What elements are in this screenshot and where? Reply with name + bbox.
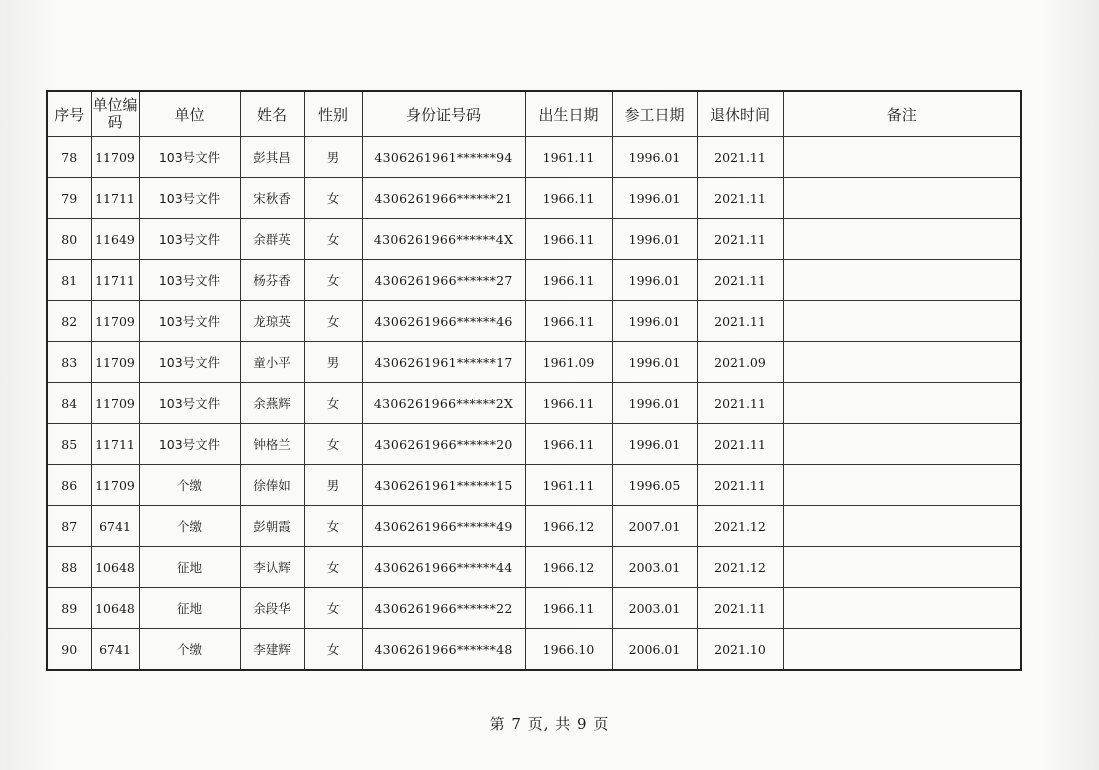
- cell-id-number: 4306261966******27: [362, 260, 525, 301]
- cell-unit: 103号文件: [139, 178, 240, 219]
- cell-birth-date: 1966.11: [525, 424, 612, 465]
- cell-name: 余燕辉: [240, 383, 304, 424]
- cell-remark: [783, 465, 1021, 506]
- cell-birth-date: 1966.12: [525, 547, 612, 588]
- cell-gender: 女: [304, 219, 362, 260]
- cell-unit-code: 11711: [91, 178, 139, 219]
- header-row: [47, 91, 1021, 137]
- cell-name: 徐俸如: [240, 465, 304, 506]
- cell-retire-date: 2021.12: [697, 547, 783, 588]
- header-id-number: 身份证号码: [362, 91, 525, 137]
- cell-unit-code: 10648: [91, 588, 139, 629]
- table-row: [47, 301, 1021, 342]
- cell-unit-code: 11709: [91, 465, 139, 506]
- cell-name: 李认辉: [240, 547, 304, 588]
- cell-remark: [783, 260, 1021, 301]
- cell-name: 李建辉: [240, 629, 304, 671]
- cell-id-number: 4306261966******48: [362, 629, 525, 671]
- cell-name: 余段华: [240, 588, 304, 629]
- cell-unit: 103号文件: [139, 383, 240, 424]
- cell-remark: [783, 506, 1021, 547]
- cell-gender: 男: [304, 137, 362, 178]
- table-row: [47, 219, 1021, 260]
- cell-seq: 81: [47, 260, 91, 301]
- cell-work-start-date: 1996.05: [612, 465, 697, 506]
- cell-seq: 78: [47, 137, 91, 178]
- cell-work-start-date: 2003.01: [612, 588, 697, 629]
- cell-name: 彭朝霞: [240, 506, 304, 547]
- cell-work-start-date: 1996.01: [612, 301, 697, 342]
- cell-id-number: 4306261966******4X: [362, 219, 525, 260]
- cell-seq: 85: [47, 424, 91, 465]
- cell-retire-date: 2021.09: [697, 342, 783, 383]
- cell-gender: 女: [304, 506, 362, 547]
- cell-work-start-date: 2007.01: [612, 506, 697, 547]
- cell-work-start-date: 1996.01: [612, 342, 697, 383]
- cell-unit: 103号文件: [139, 260, 240, 301]
- cell-retire-date: 2021.11: [697, 137, 783, 178]
- cell-work-start-date: 1996.01: [612, 260, 697, 301]
- cell-unit-code: 11709: [91, 301, 139, 342]
- cell-gender: 女: [304, 383, 362, 424]
- cell-remark: [783, 424, 1021, 465]
- cell-unit-code: 11649: [91, 219, 139, 260]
- cell-retire-date: 2021.11: [697, 301, 783, 342]
- cell-work-start-date: 1996.01: [612, 219, 697, 260]
- table-row: [47, 178, 1021, 219]
- cell-birth-date: 1966.12: [525, 506, 612, 547]
- cell-id-number: 4306261966******49: [362, 506, 525, 547]
- cell-gender: 男: [304, 465, 362, 506]
- cell-birth-date: 1966.11: [525, 301, 612, 342]
- cell-seq: 83: [47, 342, 91, 383]
- header-unit-code: 单位编码: [91, 91, 139, 137]
- cell-retire-date: 2021.11: [697, 383, 783, 424]
- cell-unit-code: 10648: [91, 547, 139, 588]
- cell-id-number: 4306261966******20: [362, 424, 525, 465]
- cell-unit: 征地: [139, 547, 240, 588]
- cell-retire-date: 2021.12: [697, 506, 783, 547]
- cell-id-number: 4306261961******15: [362, 465, 525, 506]
- cell-birth-date: 1966.11: [525, 260, 612, 301]
- cell-id-number: 4306261966******44: [362, 547, 525, 588]
- cell-unit: 103号文件: [139, 342, 240, 383]
- table-row: [47, 424, 1021, 465]
- cell-seq: 87: [47, 506, 91, 547]
- cell-name: 宋秋香: [240, 178, 304, 219]
- table-row: [47, 588, 1021, 629]
- cell-id-number: 4306261966******2X: [362, 383, 525, 424]
- header-birth-date: 出生日期: [525, 91, 612, 137]
- cell-birth-date: 1961.11: [525, 137, 612, 178]
- cell-gender: 女: [304, 588, 362, 629]
- table-row: [47, 547, 1021, 588]
- cell-unit: 个缴: [139, 506, 240, 547]
- cell-retire-date: 2021.11: [697, 588, 783, 629]
- cell-gender: 女: [304, 260, 362, 301]
- cell-remark: [783, 178, 1021, 219]
- cell-unit-code: 11709: [91, 342, 139, 383]
- cell-work-start-date: 1996.01: [612, 424, 697, 465]
- cell-remark: [783, 547, 1021, 588]
- cell-seq: 86: [47, 465, 91, 506]
- cell-gender: 女: [304, 424, 362, 465]
- cell-unit: 个缴: [139, 629, 240, 671]
- cell-work-start-date: 2003.01: [612, 547, 697, 588]
- cell-gender: 男: [304, 342, 362, 383]
- cell-id-number: 4306261966******46: [362, 301, 525, 342]
- cell-retire-date: 2021.11: [697, 465, 783, 506]
- page-number: 第 7 页, 共 9 页: [489, 715, 610, 733]
- cell-unit: 103号文件: [139, 137, 240, 178]
- header-name: 姓名: [240, 91, 304, 137]
- cell-seq: 90: [47, 629, 91, 671]
- table-body: [47, 137, 1021, 671]
- cell-unit-code: 6741: [91, 629, 139, 671]
- cell-remark: [783, 383, 1021, 424]
- cell-seq: 82: [47, 301, 91, 342]
- cell-remark: [783, 342, 1021, 383]
- header-retire-date: 退休时间: [697, 91, 783, 137]
- cell-unit: 103号文件: [139, 219, 240, 260]
- cell-remark: [783, 629, 1021, 671]
- header-unit: 单位: [139, 91, 240, 137]
- cell-unit: 个缴: [139, 465, 240, 506]
- cell-seq: 88: [47, 547, 91, 588]
- cell-unit-code: 11709: [91, 137, 139, 178]
- cell-gender: 女: [304, 547, 362, 588]
- cell-unit: 103号文件: [139, 424, 240, 465]
- cell-gender: 女: [304, 301, 362, 342]
- cell-work-start-date: 1996.01: [612, 137, 697, 178]
- cell-name: 钟格兰: [240, 424, 304, 465]
- cell-name: 龙琼英: [240, 301, 304, 342]
- table-row: [47, 465, 1021, 506]
- cell-seq: 79: [47, 178, 91, 219]
- header-work-start-date: 参工日期: [612, 91, 697, 137]
- cell-remark: [783, 219, 1021, 260]
- cell-seq: 80: [47, 219, 91, 260]
- cell-unit: 103号文件: [139, 301, 240, 342]
- cell-birth-date: 1966.11: [525, 219, 612, 260]
- cell-birth-date: 1961.09: [525, 342, 612, 383]
- cell-remark: [783, 137, 1021, 178]
- cell-retire-date: 2021.11: [697, 178, 783, 219]
- cell-gender: 女: [304, 178, 362, 219]
- cell-birth-date: 1966.11: [525, 383, 612, 424]
- cell-id-number: 4306261961******17: [362, 342, 525, 383]
- table-row: [47, 506, 1021, 547]
- cell-retire-date: 2021.11: [697, 219, 783, 260]
- cell-name: 余群英: [240, 219, 304, 260]
- cell-id-number: 4306261966******22: [362, 588, 525, 629]
- cell-seq: 84: [47, 383, 91, 424]
- cell-work-start-date: 1996.01: [612, 383, 697, 424]
- cell-name: 彭其昌: [240, 137, 304, 178]
- header-seq: 序号: [47, 91, 91, 137]
- header-gender: 性别: [304, 91, 362, 137]
- cell-remark: [783, 588, 1021, 629]
- cell-retire-date: 2021.10: [697, 629, 783, 671]
- table-row: [47, 260, 1021, 301]
- cell-id-number: 4306261961******94: [362, 137, 525, 178]
- cell-retire-date: 2021.11: [697, 424, 783, 465]
- cell-gender: 女: [304, 629, 362, 671]
- cell-unit-code: 11711: [91, 260, 139, 301]
- cell-remark: [783, 301, 1021, 342]
- cell-unit: 征地: [139, 588, 240, 629]
- cell-name: 童小平: [240, 342, 304, 383]
- table-row: [47, 629, 1021, 671]
- retiree-table: [46, 90, 1022, 671]
- cell-unit-code: 6741: [91, 506, 139, 547]
- cell-seq: 89: [47, 588, 91, 629]
- cell-birth-date: 1966.11: [525, 588, 612, 629]
- table-row: [47, 137, 1021, 178]
- cell-retire-date: 2021.11: [697, 260, 783, 301]
- cell-birth-date: 1961.11: [525, 465, 612, 506]
- header-remark: 备注: [783, 91, 1021, 137]
- cell-unit-code: 11709: [91, 383, 139, 424]
- table-row: [47, 383, 1021, 424]
- cell-birth-date: 1966.10: [525, 629, 612, 671]
- cell-work-start-date: 1996.01: [612, 178, 697, 219]
- cell-id-number: 4306261966******21: [362, 178, 525, 219]
- table-row: [47, 342, 1021, 383]
- cell-unit-code: 11711: [91, 424, 139, 465]
- cell-work-start-date: 2006.01: [612, 629, 697, 671]
- cell-name: 杨芬香: [240, 260, 304, 301]
- cell-birth-date: 1966.11: [525, 178, 612, 219]
